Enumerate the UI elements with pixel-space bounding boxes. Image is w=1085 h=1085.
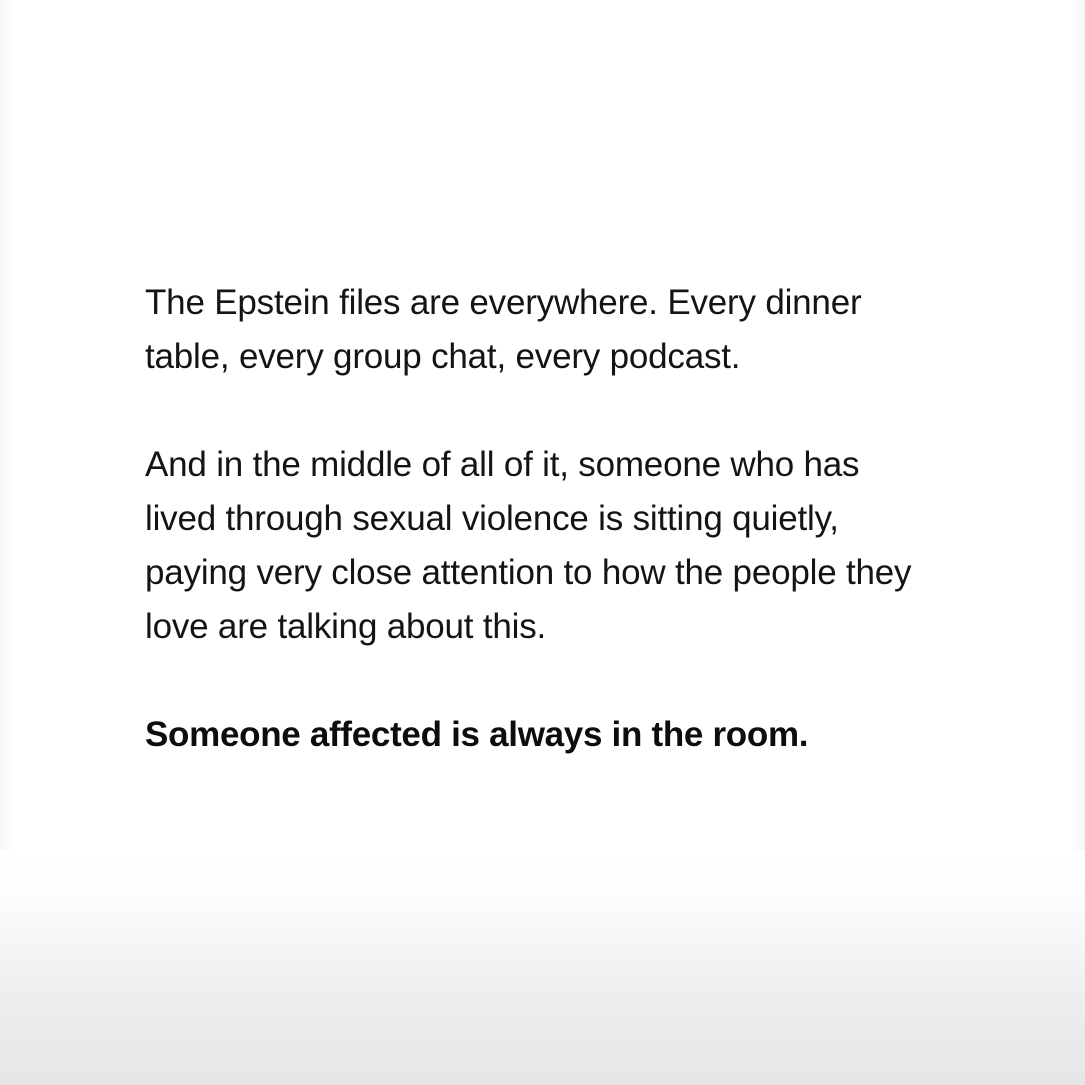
paragraph-body: And in the middle of all of it, someone who has lived through sexual violence is sitting quietly, paying very close attention to how the people they love are talking about this. [145, 445, 912, 646]
paragraph-intro: The Epstein files are everywhere. Every dinner table, every group chat, every podcast. [145, 283, 862, 376]
bottom-gradient-wash [0, 850, 1085, 1085]
post-text-block [145, 276, 935, 762]
right-edge-vignette [1071, 0, 1085, 1085]
left-edge-vignette [0, 0, 14, 1085]
paragraph-closing: Someone affected is always in the room. [145, 715, 809, 754]
